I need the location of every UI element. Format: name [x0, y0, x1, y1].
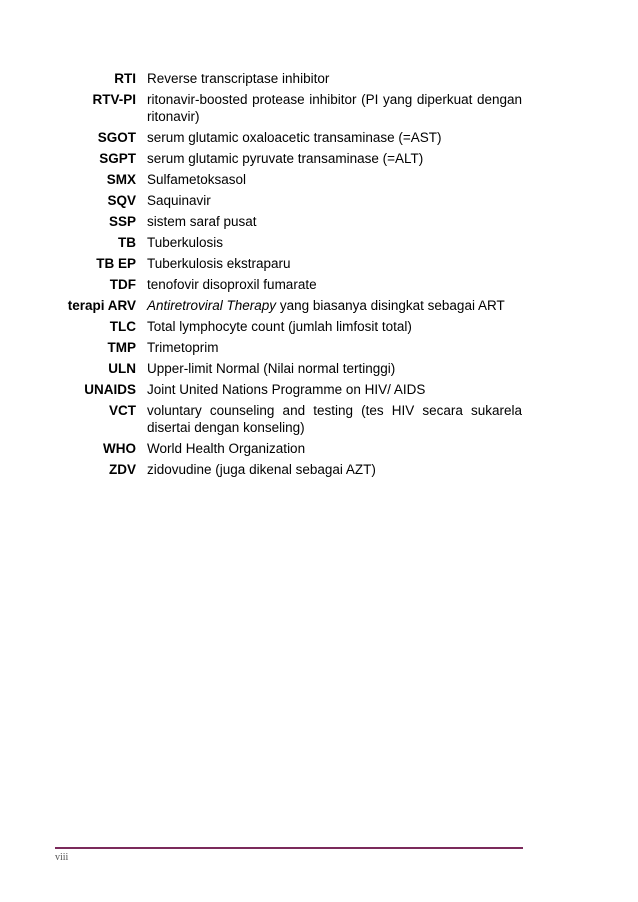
glossary-entry-tlc [0, 318, 638, 335]
glossary-entry-rti [0, 70, 638, 87]
abbreviation: UNAIDS [84, 382, 136, 397]
glossary-entry-unaids [0, 381, 638, 398]
definition: Total lymphocyte count (jumlah limfosit total) [147, 319, 412, 334]
definition: serum glutamic pyruvate transaminase (=ALT) [147, 151, 424, 166]
glossary-entry-terapi-arv [0, 297, 638, 314]
glossary-entry-who [0, 440, 638, 457]
abbreviation: VCT [109, 403, 136, 418]
footer-rule [55, 847, 523, 849]
abbreviation: TMP [107, 340, 136, 355]
definition: Upper-limit Normal (Nilai normal tertinggi) [147, 361, 396, 376]
glossary-entry-zdv [0, 461, 638, 478]
definition: Tuberkulosis ekstraparu [147, 256, 291, 271]
definition: Joint United Nations Programme on HIV/ AIDS [147, 382, 426, 397]
abbreviation: terapi ARV [67, 298, 136, 313]
definition [147, 297, 522, 314]
definition: Saquinavir [147, 193, 211, 208]
definition: World Health Organization [147, 441, 306, 456]
glossary-entry-sgot [0, 129, 638, 146]
abbreviation: SGPT [99, 151, 136, 166]
glossary-entry-ssp [0, 213, 638, 230]
glossary-entry-uln [0, 360, 638, 377]
abbreviation: TB EP [96, 256, 136, 271]
definition: tenofovir disoproxil fumarate [147, 277, 317, 292]
glossary-entry-tmp [0, 339, 638, 356]
abbreviation: ULN [108, 361, 136, 376]
definition: sistem saraf pusat [147, 214, 257, 229]
abbreviation: SSP [108, 214, 136, 229]
definition: Sulfametoksasol [147, 172, 247, 187]
abbreviation: TLC [109, 319, 136, 334]
glossary-entry-sqv [0, 192, 638, 209]
abbreviation: TB [118, 235, 136, 250]
definition: zidovudine (juga dikenal sebagai AZT) [147, 462, 376, 477]
definition-italic-term: Antiretroviral Therapy [147, 298, 277, 313]
definition: Trimetoprim [147, 340, 219, 355]
definition: serum glutamic oxaloacetic transaminase (=AST) [147, 130, 442, 145]
definition: Tuberkulosis [147, 235, 224, 250]
glossary-entry-tb [0, 234, 638, 251]
definition: voluntary counseling and testing (tes HIV secara sukarela disertai dengan konseling) [147, 403, 522, 435]
abbreviation: SQV [107, 193, 136, 208]
abbreviation: RTI [114, 71, 136, 86]
glossary-list [0, 70, 638, 482]
abbreviation: SMX [106, 172, 136, 187]
glossary-entry-smx [0, 171, 638, 188]
abbreviation: TDF [109, 277, 136, 292]
glossary-entry-tb-ep [0, 255, 638, 272]
abbreviation: WHO [103, 441, 136, 456]
glossary-entry-tdf [0, 276, 638, 293]
page-number: viii [55, 852, 69, 863]
glossary-entry-vct [0, 402, 638, 436]
definition-rest: yang biasanya disingkat sebagai ART [276, 298, 505, 313]
abbreviation: ZDV [109, 462, 136, 477]
glossary-entry-sgpt [0, 150, 638, 167]
abbreviation: SGOT [97, 130, 136, 145]
glossary-entry-rtv-pi [0, 91, 638, 125]
definition: Reverse transcriptase inhibitor [147, 71, 330, 86]
definition: ritonavir-boosted protease inhibitor (PI yang diperkuat dengan ritonavir) [147, 92, 522, 124]
abbreviation: RTV-PI [92, 92, 136, 107]
